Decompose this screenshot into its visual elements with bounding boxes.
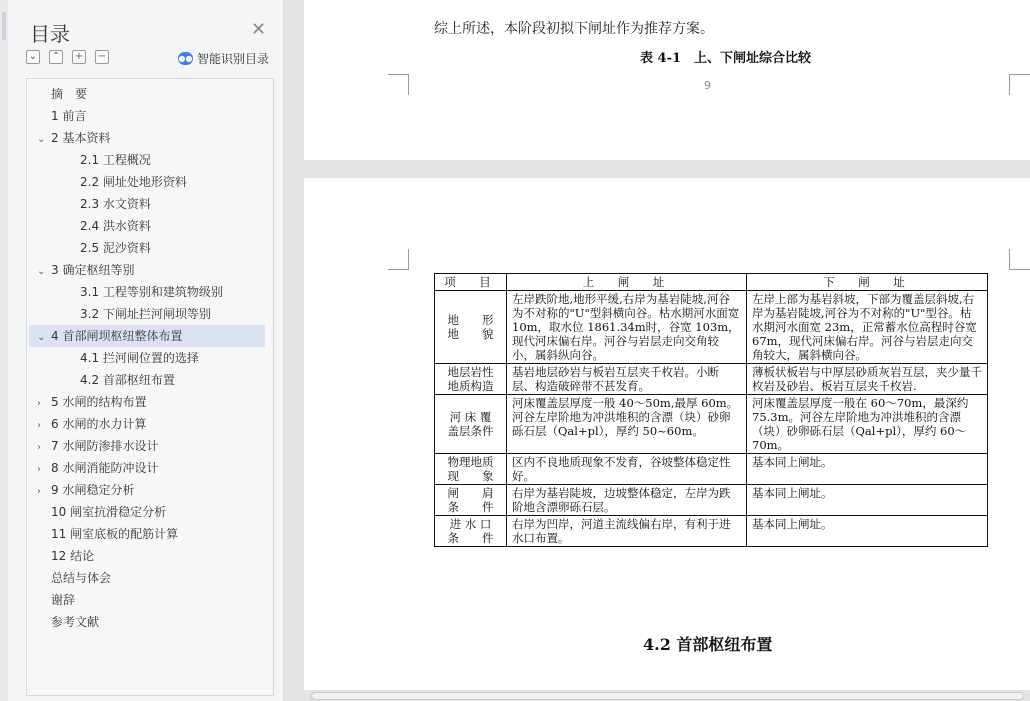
cell-lower: 薄板状板岩与中厚层砂质灰岩互层，夹少量千枚岩及砂岩、板岩互层夹千枚岩. <box>747 364 988 395</box>
toc-item-label: 3 确定枢纽等别 <box>51 263 135 277</box>
toc-item-label: 7 水闸防渗排水设计 <box>51 439 159 453</box>
horizontal-scrollbar[interactable] <box>293 690 1030 701</box>
toc-title: 目录 <box>30 22 70 46</box>
table-header-row <box>435 274 988 291</box>
cell-item: 进 水 口 条 件 <box>435 516 507 547</box>
toc-item[interactable] <box>37 567 111 589</box>
toc-item-label: 1 前言 <box>51 109 87 123</box>
toc-item[interactable] <box>37 259 134 281</box>
chevron-down-icon[interactable]: ⌄ <box>37 332 46 343</box>
toc-item-label: 2 基本资料 <box>51 131 111 145</box>
cell-item: 地 形 地 貌 <box>435 291 507 364</box>
cell-lower: 基本同上闸址。 <box>747 485 988 516</box>
header-lower: 下 闸 址 <box>747 274 988 291</box>
toc-item[interactable] <box>66 215 151 237</box>
cell-lower: 基本同上闸址。 <box>747 516 988 547</box>
smart-recognize-button[interactable] <box>178 50 269 67</box>
page-9 <box>304 0 1030 160</box>
header-item: 项 目 <box>435 274 507 291</box>
table-caption: 表 4-1 上、下闸址综合比较 <box>640 51 812 66</box>
toc-item[interactable] <box>37 105 86 127</box>
toc-item-label: 2.1 工程概况 <box>80 153 151 167</box>
toc-item-label: 8 水闸消能防冲设计 <box>51 461 159 475</box>
left-strip <box>0 0 8 701</box>
toc-item-label: 2.2 闸址处地形资料 <box>80 175 187 189</box>
toc-item[interactable] <box>37 523 178 545</box>
chevron-down-icon[interactable]: ⌄ <box>37 266 46 277</box>
toc-item[interactable] <box>37 589 75 611</box>
toc-item-label: 9 水闸稳定分析 <box>51 483 135 497</box>
table-row <box>435 364 988 395</box>
page-number: 9 <box>704 79 711 92</box>
close-icon[interactable]: ✕ <box>251 19 267 40</box>
toc-item[interactable] <box>37 545 94 567</box>
toc-item-label: 总结与体会 <box>51 571 112 585</box>
toc-item-label: 摘 要 <box>51 87 88 101</box>
toc-item[interactable] <box>66 171 187 193</box>
smart-recognize-label: 智能识别目录 <box>197 52 270 66</box>
toc-toolbar <box>26 50 109 64</box>
chevron-right-icon[interactable]: › <box>37 420 41 431</box>
toc-item[interactable] <box>66 347 199 369</box>
toc-item-label: 6 水闸的水力计算 <box>51 417 147 431</box>
expand-up-icon[interactable]: ⌃ <box>49 50 63 64</box>
table-row <box>435 516 988 547</box>
cell-upper: 河床覆盖层厚度一般 40～50m,最厚 60m。河谷左岸阶地为冲洪堆积的含漂（块）砂卵砾石层（Qal+pl），厚约 50~60m。 <box>507 395 747 454</box>
toc-item[interactable] <box>37 127 110 149</box>
ai-icon: ●● <box>178 54 193 63</box>
add-item-icon[interactable]: + <box>72 50 86 64</box>
table-row <box>435 291 988 364</box>
scroll-thumb[interactable] <box>311 692 1024 700</box>
cell-upper: 区内不良地质现象不发育，谷坡整体稳定性好。 <box>507 454 747 485</box>
crop-mark <box>388 74 409 95</box>
section-heading: 4.2 首部枢纽布置 <box>643 635 773 654</box>
toc-item-label: 5 水闸的结构布置 <box>51 395 147 409</box>
cell-lower: 河床覆盖层厚度一般在 60～70m，最深约 75.3m。河谷左岸阶地为冲洪堆积的含漂（块）砂卵砾石层（Qal+pl），厚约 60～70m。 <box>747 395 988 454</box>
toc-item[interactable] <box>37 479 134 501</box>
toc-item-label: 3.1 工程等别和建筑物级别 <box>80 285 223 299</box>
toc-item-label: 谢辞 <box>51 593 76 607</box>
chevron-down-icon[interactable]: ⌄ <box>37 134 46 145</box>
chevron-right-icon[interactable]: › <box>37 464 41 475</box>
crop-mark <box>1009 74 1030 95</box>
toc-item[interactable] <box>66 281 223 303</box>
cell-upper: 右岸为凹岸，河道主流线偏右岸，有利于进水口布置。 <box>507 516 747 547</box>
toc-item[interactable] <box>37 435 158 457</box>
toc-item[interactable] <box>66 193 151 215</box>
toc-item[interactable] <box>37 391 146 413</box>
toc-item-label: 12 结论 <box>51 549 95 563</box>
toc-item-label: 3.2 下闸址拦河闸坝等别 <box>80 307 211 321</box>
toc-item[interactable] <box>37 413 146 435</box>
page-10 <box>304 178 1030 701</box>
header-upper: 上 闸 址 <box>507 274 747 291</box>
cell-item: 河 床 覆 盖层条件 <box>435 395 507 454</box>
site-comparison-table <box>434 273 988 547</box>
cell-upper: 右岸为基岩陡坡，边坡整体稳定，左岸为跌阶地含漂卵砾石层。 <box>507 485 747 516</box>
toc-item[interactable] <box>37 457 158 479</box>
toc-item[interactable] <box>66 369 175 391</box>
remove-item-icon[interactable]: − <box>95 50 109 64</box>
table-row <box>435 395 988 454</box>
chevron-right-icon[interactable]: › <box>37 442 41 453</box>
toc-item-label: 2.3 水文资料 <box>80 197 151 211</box>
toc-item-label: 11 闸室底板的配筋计算 <box>51 527 179 541</box>
chevron-right-icon[interactable]: › <box>37 398 41 409</box>
toc-item[interactable] <box>29 325 265 347</box>
toc-list <box>26 78 274 696</box>
crop-mark <box>388 249 409 270</box>
cell-item: 物理地质 现 象 <box>435 454 507 485</box>
chevron-right-icon[interactable]: › <box>37 486 41 497</box>
toc-item-label: 4 首部闸坝枢纽整体布置 <box>51 329 183 343</box>
cell-upper: 左岸跌阶地,地形平缓,右岸为基岩陡坡,河谷为不对称的"U"型斜横向谷。枯水期河水面宽 10m，取水位 1861.34m时，谷宽 103m，现代河床偏右岸。河谷与岩层走向交角较小，属斜纵向谷。 <box>507 291 747 364</box>
toc-item[interactable] <box>66 149 151 171</box>
toc-item-label: 2.4 洪水资料 <box>80 219 151 233</box>
toc-item-label: 2.5 泥沙资料 <box>80 241 151 255</box>
cell-item: 闸 肩 条 件 <box>435 485 507 516</box>
table-row <box>435 454 988 485</box>
cell-lower: 基本同上闸址。 <box>747 454 988 485</box>
toc-item[interactable] <box>37 501 166 523</box>
scroll-grip[interactable] <box>2 12 6 40</box>
document-area <box>285 0 1030 701</box>
paragraph: 综上所述，本阶段初拟下闸址作为推荐方案。 <box>434 21 714 37</box>
collapse-all-icon[interactable]: ⌄ <box>26 50 40 64</box>
toc-panel <box>0 0 284 701</box>
toc-item[interactable] <box>66 237 151 259</box>
table-row <box>435 485 988 516</box>
cell-item: 地层岩性 地质构造 <box>435 364 507 395</box>
toc-item[interactable] <box>37 611 99 633</box>
cell-upper: 基岩地层砂岩与板岩互层夹千枚岩。小断层、构造破碎带不甚发育。 <box>507 364 747 395</box>
toc-item-label: 10 闸室抗滑稳定分析 <box>51 505 167 519</box>
crop-mark <box>1009 249 1030 270</box>
toc-item-label: 参考文献 <box>51 615 100 629</box>
toc-item[interactable] <box>37 83 87 105</box>
cell-lower: 左岸上部为基岩斜坡，下部为覆盖层斜坡,右岸为基岩陡坡,河谷为不对称的"U"型谷。枯水期河水面宽 23m，正常蓄水位高程时谷宽 67m，现代河床偏右岸。河谷与岩层走向交角较大，属斜横向谷。 <box>747 291 988 364</box>
toc-item-label: 4.2 首部枢纽布置 <box>80 373 175 387</box>
toc-item[interactable] <box>66 303 211 325</box>
toc-item-label: 4.1 拦河闸位置的选择 <box>80 351 199 365</box>
